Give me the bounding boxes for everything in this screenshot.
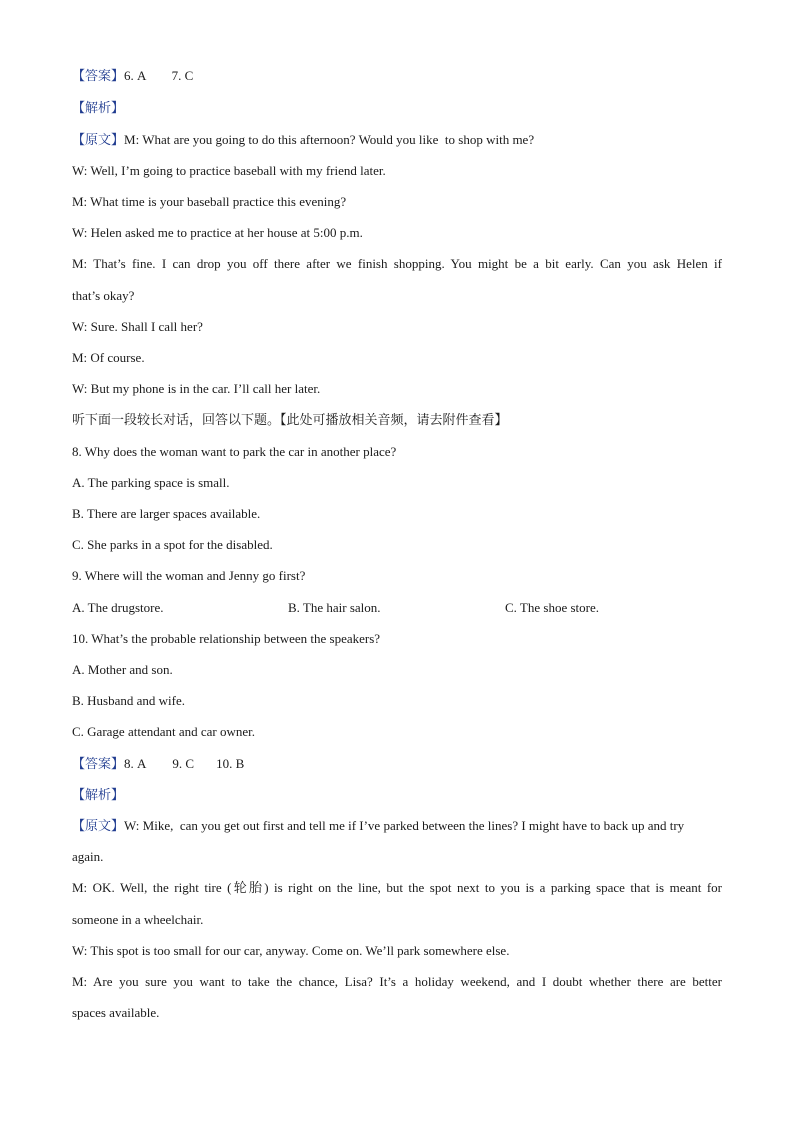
transcript-line-1 bbox=[72, 132, 722, 149]
transcript-line-6: that’s okay? bbox=[72, 288, 135, 303]
transcript2-line-6: M: Are you sure you want to take the chance, Lisa? It’s a holiday weekend, and I doubt whether there are better bbox=[72, 974, 722, 989]
transcript-line-3: M: What time is your baseball practice this evening? bbox=[72, 194, 347, 209]
transcript2-line-1 bbox=[72, 818, 722, 835]
original-label: 【原文】 bbox=[72, 133, 125, 148]
answer-8: 8. A bbox=[124, 756, 147, 771]
q10-option-c: C. Garage attendant and car owner. bbox=[72, 724, 256, 739]
q9-option-c: C. The shoe store. bbox=[505, 600, 599, 615]
answer-9: 9. C bbox=[172, 756, 195, 771]
transcript2-line-5: W: This spot is too small for our car, anyway. Come on. We’ll park somewhere else. bbox=[72, 943, 510, 958]
transcript2-line-3: M: OK. Well, the right tire (轮胎) is right on the line, but the spot next to you is a parking space that is meant for bbox=[72, 880, 722, 895]
answer-label: 【答案】 bbox=[72, 69, 125, 84]
transcript2-text: W: Mike, can you get out first and tell me if I’ve parked between the lines? I might have to back up and try bbox=[124, 818, 685, 833]
transcript-line-7: W: Sure. Shall I call her? bbox=[72, 319, 203, 334]
q8-option-c: C. She parks in a spot for the disabled. bbox=[72, 537, 273, 552]
transcript-line-2: W: Well, I’m going to practice baseball with my friend later. bbox=[72, 163, 386, 178]
answer-label: 【答案】 bbox=[72, 757, 125, 772]
transcript-text: M: What are you going to do this afternoon? Would you like to shop with me? bbox=[124, 132, 535, 147]
answer-10: 10. B bbox=[216, 756, 245, 771]
answer-text: 6. A 7. C bbox=[124, 68, 194, 83]
analysis-label: 【解析】 bbox=[72, 101, 125, 116]
q9-option-a: A. The drugstore. bbox=[72, 600, 164, 615]
q10-option-a: A. Mother and son. bbox=[72, 662, 173, 677]
transcript2-line-4: someone in a wheelchair. bbox=[72, 912, 204, 927]
q9-option-b: B. The hair salon. bbox=[288, 600, 381, 615]
answer-line-6-7 bbox=[72, 68, 722, 85]
transcript-line-9: W: But my phone is in the car. I’ll call her later. bbox=[72, 381, 321, 396]
transcript-line-8: M: Of course. bbox=[72, 350, 145, 365]
original-label: 【原文】 bbox=[72, 819, 125, 834]
q8-option-b: B. There are larger spaces available. bbox=[72, 506, 261, 521]
question-10: 10. What’s the probable relationship between the speakers? bbox=[72, 631, 381, 646]
transcript2-line-7: spaces available. bbox=[72, 1005, 160, 1020]
analysis-heading bbox=[72, 100, 722, 117]
analysis-heading-2 bbox=[72, 787, 722, 804]
question-9: 9. Where will the woman and Jenny go first? bbox=[72, 568, 306, 583]
q10-option-b: B. Husband and wife. bbox=[72, 693, 186, 708]
answer-line-8-10 bbox=[72, 756, 722, 773]
transcript-line-5: M: That’s fine. I can drop you off there after we finish shopping. You might be a bit early. Can you ask Helen if bbox=[72, 256, 722, 271]
transcript2-line-2: again. bbox=[72, 849, 104, 864]
analysis-label: 【解析】 bbox=[72, 788, 125, 803]
q8-option-a: A. The parking space is small. bbox=[72, 475, 230, 490]
transcript-line-4: W: Helen asked me to practice at her house at 5:00 p.m. bbox=[72, 225, 363, 240]
listening-instruction: 听下面一段较长对话，回答以下题。【此处可播放相关音频，请去附件查看】 bbox=[72, 413, 508, 428]
question-8: 8. Why does the woman want to park the car in another place? bbox=[72, 444, 397, 459]
